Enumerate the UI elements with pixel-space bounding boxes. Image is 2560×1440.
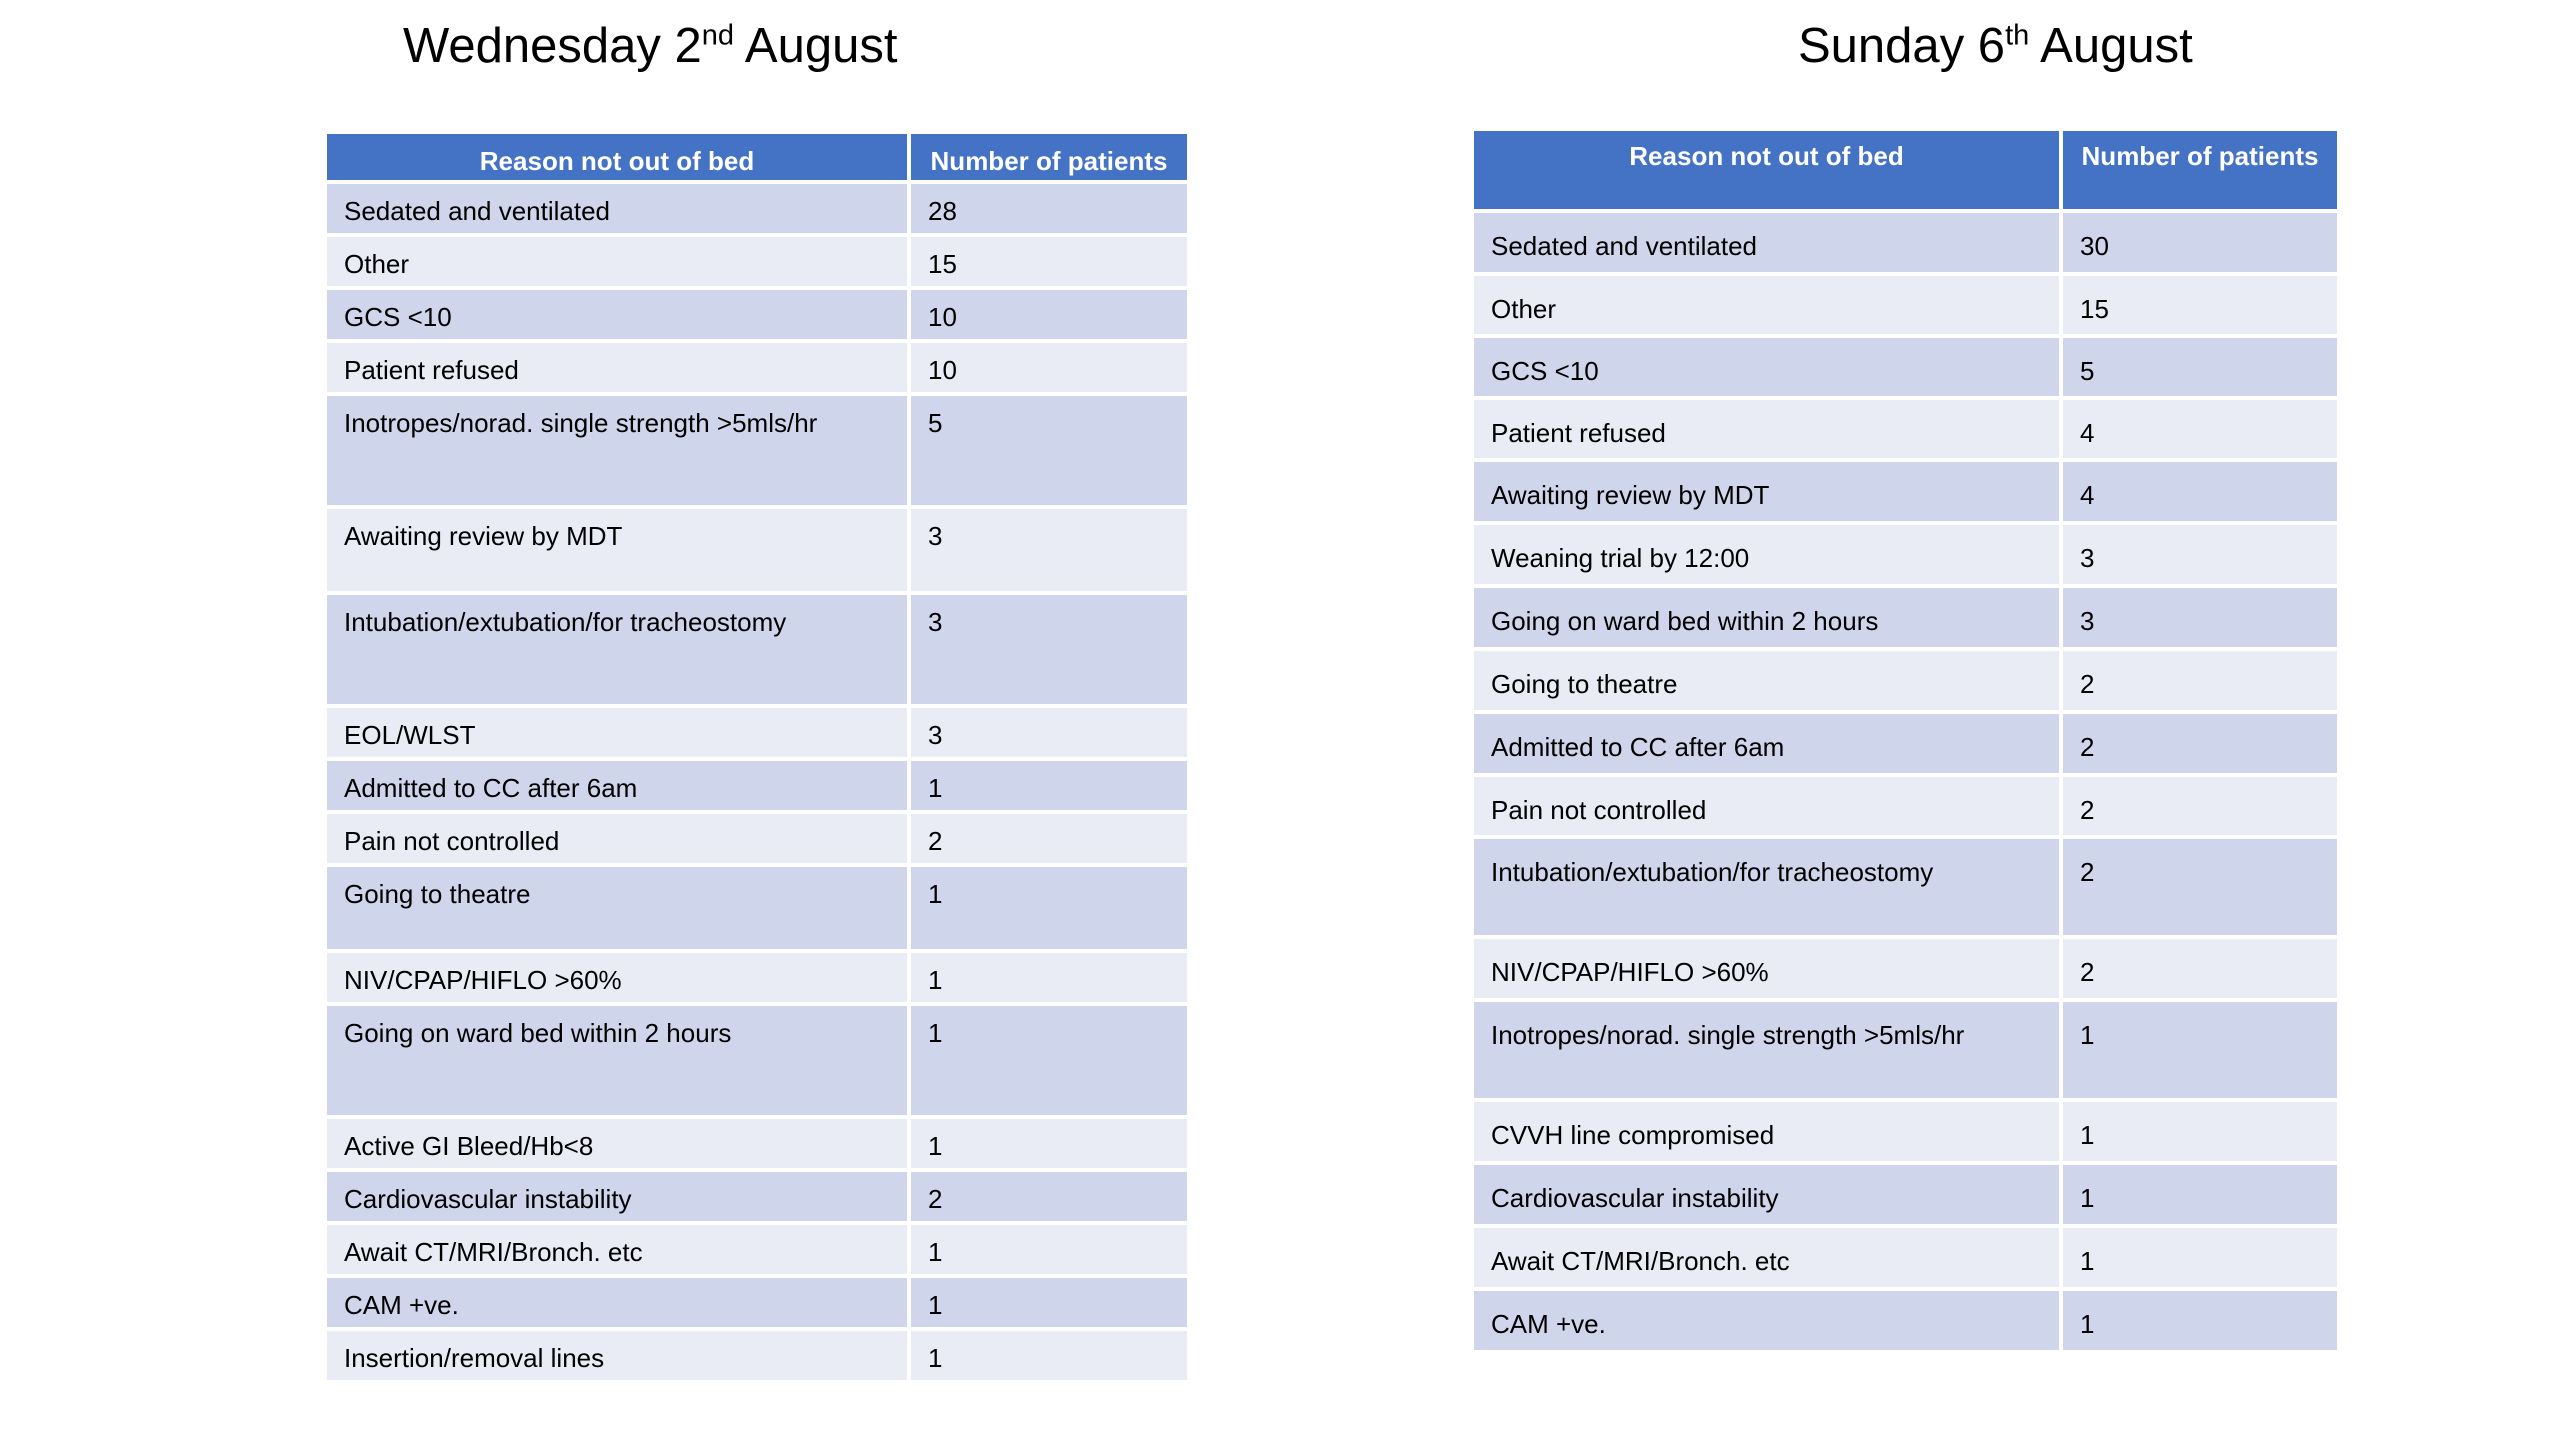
right-count-text: 1 bbox=[2080, 1020, 2095, 1050]
right-reason-cell bbox=[1474, 839, 2063, 939]
left-count-text: 1 bbox=[928, 1290, 943, 1320]
left-reason-cell bbox=[327, 1006, 911, 1119]
right-reason-cell bbox=[1474, 462, 2063, 525]
left-table-row bbox=[327, 290, 1187, 343]
right-count-text: 4 bbox=[2080, 418, 2095, 448]
left-table-row bbox=[327, 184, 1187, 237]
left-reason-cell bbox=[327, 509, 911, 595]
left-count-text: 1 bbox=[928, 1131, 943, 1161]
left-table-row bbox=[327, 1225, 1187, 1278]
left-table-row bbox=[327, 1331, 1187, 1384]
right-count-cell bbox=[2063, 525, 2337, 588]
right-count-cell bbox=[2063, 1165, 2337, 1228]
right-reason-cell bbox=[1474, 213, 2063, 276]
left-table-row bbox=[327, 509, 1187, 595]
left-reason-text: Cardiovascular instability bbox=[344, 1184, 632, 1214]
left-table-row bbox=[327, 1006, 1187, 1119]
left-count-cell bbox=[911, 814, 1187, 867]
left-count-text: 1 bbox=[928, 1237, 943, 1267]
right-reason-text: Await CT/MRI/Bronch. etc bbox=[1491, 1246, 1790, 1276]
left-reason-text: Other bbox=[344, 249, 410, 279]
right-count-cell bbox=[2063, 400, 2337, 462]
right-table-row bbox=[1474, 1102, 2337, 1165]
right-table-row bbox=[1474, 1291, 2337, 1354]
right-count-text: 1 bbox=[2080, 1246, 2095, 1276]
left-reason-text: NIV/CPAP/HIFLO >60% bbox=[344, 965, 622, 995]
right-count-cell bbox=[2063, 588, 2337, 651]
left-reason-cell bbox=[327, 1119, 911, 1172]
left-table-body bbox=[327, 184, 1187, 1384]
left-header-reason: Reason not out of bed bbox=[327, 134, 911, 184]
right-table-row bbox=[1474, 939, 2337, 1002]
left-count-cell bbox=[911, 1119, 1187, 1172]
right-reason-text: Patient refused bbox=[1491, 418, 1666, 448]
right-reason-text: Awaiting review by MDT bbox=[1491, 480, 1770, 510]
right-count-text: 5 bbox=[2080, 356, 2095, 386]
right-reason-cell bbox=[1474, 1291, 2063, 1354]
right-reason-cell bbox=[1474, 525, 2063, 588]
left-reason-cell bbox=[327, 237, 911, 290]
right-reason-text: NIV/CPAP/HIFLO >60% bbox=[1491, 957, 1769, 987]
right-count-cell bbox=[2063, 1291, 2337, 1354]
right-count-cell bbox=[2063, 1002, 2337, 1102]
right-count-cell bbox=[2063, 213, 2337, 276]
left-reason-cell bbox=[327, 814, 911, 867]
left-count-text: 5 bbox=[928, 408, 943, 438]
right-count-cell bbox=[2063, 1102, 2337, 1165]
right-count-text: 1 bbox=[2080, 1309, 2095, 1339]
right-title-main: Sunday 6 bbox=[1798, 19, 2006, 73]
left-table-row bbox=[327, 867, 1187, 953]
left-reason-text: Active GI Bleed/Hb<8 bbox=[344, 1131, 594, 1161]
left-count-text: 3 bbox=[928, 720, 943, 750]
right-table-row bbox=[1474, 1228, 2337, 1291]
left-count-cell bbox=[911, 595, 1187, 708]
right-count-cell bbox=[2063, 462, 2337, 525]
right-count-text: 1 bbox=[2080, 1120, 2095, 1150]
right-count-text: 2 bbox=[2080, 669, 2095, 699]
right-reason-text: Pain not controlled bbox=[1491, 795, 1707, 825]
right-count-cell bbox=[2063, 1228, 2337, 1291]
left-title-main: Wednesday 2 bbox=[403, 19, 702, 73]
right-reason-cell bbox=[1474, 1002, 2063, 1102]
right-reasons-table bbox=[1474, 131, 2337, 1354]
left-reason-text: Awaiting review by MDT bbox=[344, 521, 623, 551]
left-count-text: 1 bbox=[928, 879, 943, 909]
left-reason-cell bbox=[327, 1225, 911, 1278]
left-reason-cell bbox=[327, 867, 911, 953]
left-title-tail: August bbox=[734, 19, 898, 73]
right-reason-cell bbox=[1474, 338, 2063, 400]
right-reason-cell bbox=[1474, 651, 2063, 714]
right-table-row bbox=[1474, 462, 2337, 525]
right-reason-cell bbox=[1474, 1165, 2063, 1228]
left-count-cell bbox=[911, 1225, 1187, 1278]
left-reason-cell bbox=[327, 953, 911, 1006]
right-table-row bbox=[1474, 588, 2337, 651]
left-table-row bbox=[327, 708, 1187, 761]
left-count-cell bbox=[911, 953, 1187, 1006]
right-count-cell bbox=[2063, 338, 2337, 400]
left-count-cell bbox=[911, 290, 1187, 343]
left-count-text: 1 bbox=[928, 965, 943, 995]
right-table-row bbox=[1474, 1002, 2337, 1102]
right-reason-text: Going on ward bed within 2 hours bbox=[1491, 606, 1879, 636]
left-count-cell bbox=[911, 1172, 1187, 1225]
right-count-cell bbox=[2063, 777, 2337, 839]
left-count-text: 2 bbox=[928, 1184, 943, 1214]
right-table-row bbox=[1474, 1165, 2337, 1228]
right-count-cell bbox=[2063, 276, 2337, 338]
left-count-text: 10 bbox=[928, 302, 957, 332]
left-count-cell bbox=[911, 237, 1187, 290]
left-count-cell bbox=[911, 1331, 1187, 1384]
right-count-cell bbox=[2063, 939, 2337, 1002]
right-table-row bbox=[1474, 714, 2337, 777]
right-title-sup: th bbox=[2005, 19, 2030, 52]
right-table-row bbox=[1474, 338, 2337, 400]
left-count-cell bbox=[911, 867, 1187, 953]
right-reason-text: CAM +ve. bbox=[1491, 1309, 1606, 1339]
right-count-text: 2 bbox=[2080, 732, 2095, 762]
right-reason-text: Inotropes/norad. single strength >5mls/hr bbox=[1491, 1020, 1965, 1050]
left-table-header-row bbox=[327, 134, 1187, 184]
left-table-row bbox=[327, 343, 1187, 396]
right-count-text: 30 bbox=[2080, 231, 2109, 261]
left-count-text: 28 bbox=[928, 196, 957, 226]
left-table-row bbox=[327, 396, 1187, 509]
right-reason-text: Sedated and ventilated bbox=[1491, 231, 1757, 261]
right-table-row bbox=[1474, 651, 2337, 714]
right-count-cell bbox=[2063, 714, 2337, 777]
left-count-text: 1 bbox=[928, 1343, 943, 1373]
left-reason-text: Going to theatre bbox=[344, 879, 531, 909]
left-reason-text: EOL/WLST bbox=[344, 720, 476, 750]
left-count-text: 3 bbox=[928, 607, 943, 637]
right-header-reason: Reason not out of bed bbox=[1474, 131, 2063, 213]
left-reason-cell bbox=[327, 184, 911, 237]
left-table-row bbox=[327, 595, 1187, 708]
right-reason-text: CVVH line compromised bbox=[1491, 1120, 1775, 1150]
right-reason-cell bbox=[1474, 714, 2063, 777]
right-reason-text: Intubation/extubation/for tracheostomy bbox=[1491, 857, 1934, 887]
left-title-sup: nd bbox=[701, 19, 735, 52]
left-reason-cell bbox=[327, 290, 911, 343]
right-reason-text: Weaning trial by 12:00 bbox=[1491, 543, 1750, 573]
right-panel-title bbox=[1798, 19, 2193, 73]
left-table-row bbox=[327, 1278, 1187, 1331]
right-table-row bbox=[1474, 276, 2337, 338]
right-count-text: 1 bbox=[2080, 1183, 2095, 1213]
left-count-cell bbox=[911, 184, 1187, 237]
left-table-row bbox=[327, 1119, 1187, 1172]
left-reason-text: Sedated and ventilated bbox=[344, 196, 610, 226]
right-header-count: Number of patients bbox=[2063, 131, 2337, 213]
right-count-text: 2 bbox=[2080, 857, 2095, 887]
left-table-row bbox=[327, 1172, 1187, 1225]
right-table-row bbox=[1474, 213, 2337, 276]
right-table-row bbox=[1474, 839, 2337, 939]
left-count-text: 1 bbox=[928, 1018, 943, 1048]
left-reason-cell bbox=[327, 1278, 911, 1331]
right-count-text: 15 bbox=[2080, 294, 2109, 324]
right-table-row bbox=[1474, 777, 2337, 839]
left-count-text: 15 bbox=[928, 249, 957, 279]
right-reason-text: Admitted to CC after 6am bbox=[1491, 732, 1785, 762]
left-reason-text: Inotropes/norad. single strength >5mls/hr bbox=[344, 408, 818, 438]
left-count-text: 10 bbox=[928, 355, 957, 385]
left-count-text: 2 bbox=[928, 826, 943, 856]
left-reason-text: Patient refused bbox=[344, 355, 519, 385]
right-title-tail: August bbox=[2029, 19, 2193, 73]
left-reason-text: GCS <10 bbox=[344, 302, 452, 332]
right-reason-cell bbox=[1474, 400, 2063, 462]
right-count-cell bbox=[2063, 651, 2337, 714]
left-count-cell bbox=[911, 343, 1187, 396]
left-reason-text: Await CT/MRI/Bronch. etc bbox=[344, 1237, 643, 1267]
right-reason-text: Going to theatre bbox=[1491, 669, 1678, 699]
right-count-cell bbox=[2063, 839, 2337, 939]
right-reason-cell bbox=[1474, 1228, 2063, 1291]
left-reasons-table bbox=[327, 134, 1187, 1384]
left-count-cell bbox=[911, 1278, 1187, 1331]
right-reason-cell bbox=[1474, 939, 2063, 1002]
right-table-body bbox=[1474, 213, 2337, 1354]
left-count-cell bbox=[911, 708, 1187, 761]
right-table-header-row bbox=[1474, 131, 2337, 213]
right-reason-cell bbox=[1474, 276, 2063, 338]
left-reason-cell bbox=[327, 396, 911, 509]
left-reason-cell bbox=[327, 761, 911, 814]
left-reason-cell bbox=[327, 1331, 911, 1384]
left-count-cell bbox=[911, 1006, 1187, 1119]
right-table-row bbox=[1474, 525, 2337, 588]
left-panel-title bbox=[403, 19, 898, 73]
left-reason-cell bbox=[327, 1172, 911, 1225]
left-table-row bbox=[327, 814, 1187, 867]
left-reason-cell bbox=[327, 708, 911, 761]
right-reason-cell bbox=[1474, 1102, 2063, 1165]
right-reason-text: Cardiovascular instability bbox=[1491, 1183, 1779, 1213]
left-reason-text: Pain not controlled bbox=[344, 826, 560, 856]
right-count-text: 4 bbox=[2080, 480, 2095, 510]
left-reason-cell bbox=[327, 595, 911, 708]
left-reason-text: Going on ward bed within 2 hours bbox=[344, 1018, 732, 1048]
right-count-text: 3 bbox=[2080, 543, 2095, 573]
right-reason-cell bbox=[1474, 777, 2063, 839]
left-header-count: Number of patients bbox=[911, 134, 1187, 184]
left-table-row bbox=[327, 237, 1187, 290]
left-reason-text: CAM +ve. bbox=[344, 1290, 459, 1320]
right-count-text: 2 bbox=[2080, 957, 2095, 987]
left-reason-cell bbox=[327, 343, 911, 396]
right-reason-text: Other bbox=[1491, 294, 1557, 324]
right-reason-text: GCS <10 bbox=[1491, 356, 1599, 386]
left-count-text: 1 bbox=[928, 773, 943, 803]
left-count-text: 3 bbox=[928, 521, 943, 551]
left-reason-text: Intubation/extubation/for tracheostomy bbox=[344, 607, 787, 637]
left-table-row bbox=[327, 953, 1187, 1006]
left-count-cell bbox=[911, 396, 1187, 509]
left-reason-text: Insertion/removal lines bbox=[344, 1343, 605, 1373]
right-reason-cell bbox=[1474, 588, 2063, 651]
right-table-row bbox=[1474, 400, 2337, 462]
right-count-text: 3 bbox=[2080, 606, 2095, 636]
left-table-row bbox=[327, 761, 1187, 814]
right-count-text: 2 bbox=[2080, 795, 2095, 825]
left-count-cell bbox=[911, 761, 1187, 814]
left-reason-text: Admitted to CC after 6am bbox=[344, 773, 638, 803]
left-count-cell bbox=[911, 509, 1187, 595]
